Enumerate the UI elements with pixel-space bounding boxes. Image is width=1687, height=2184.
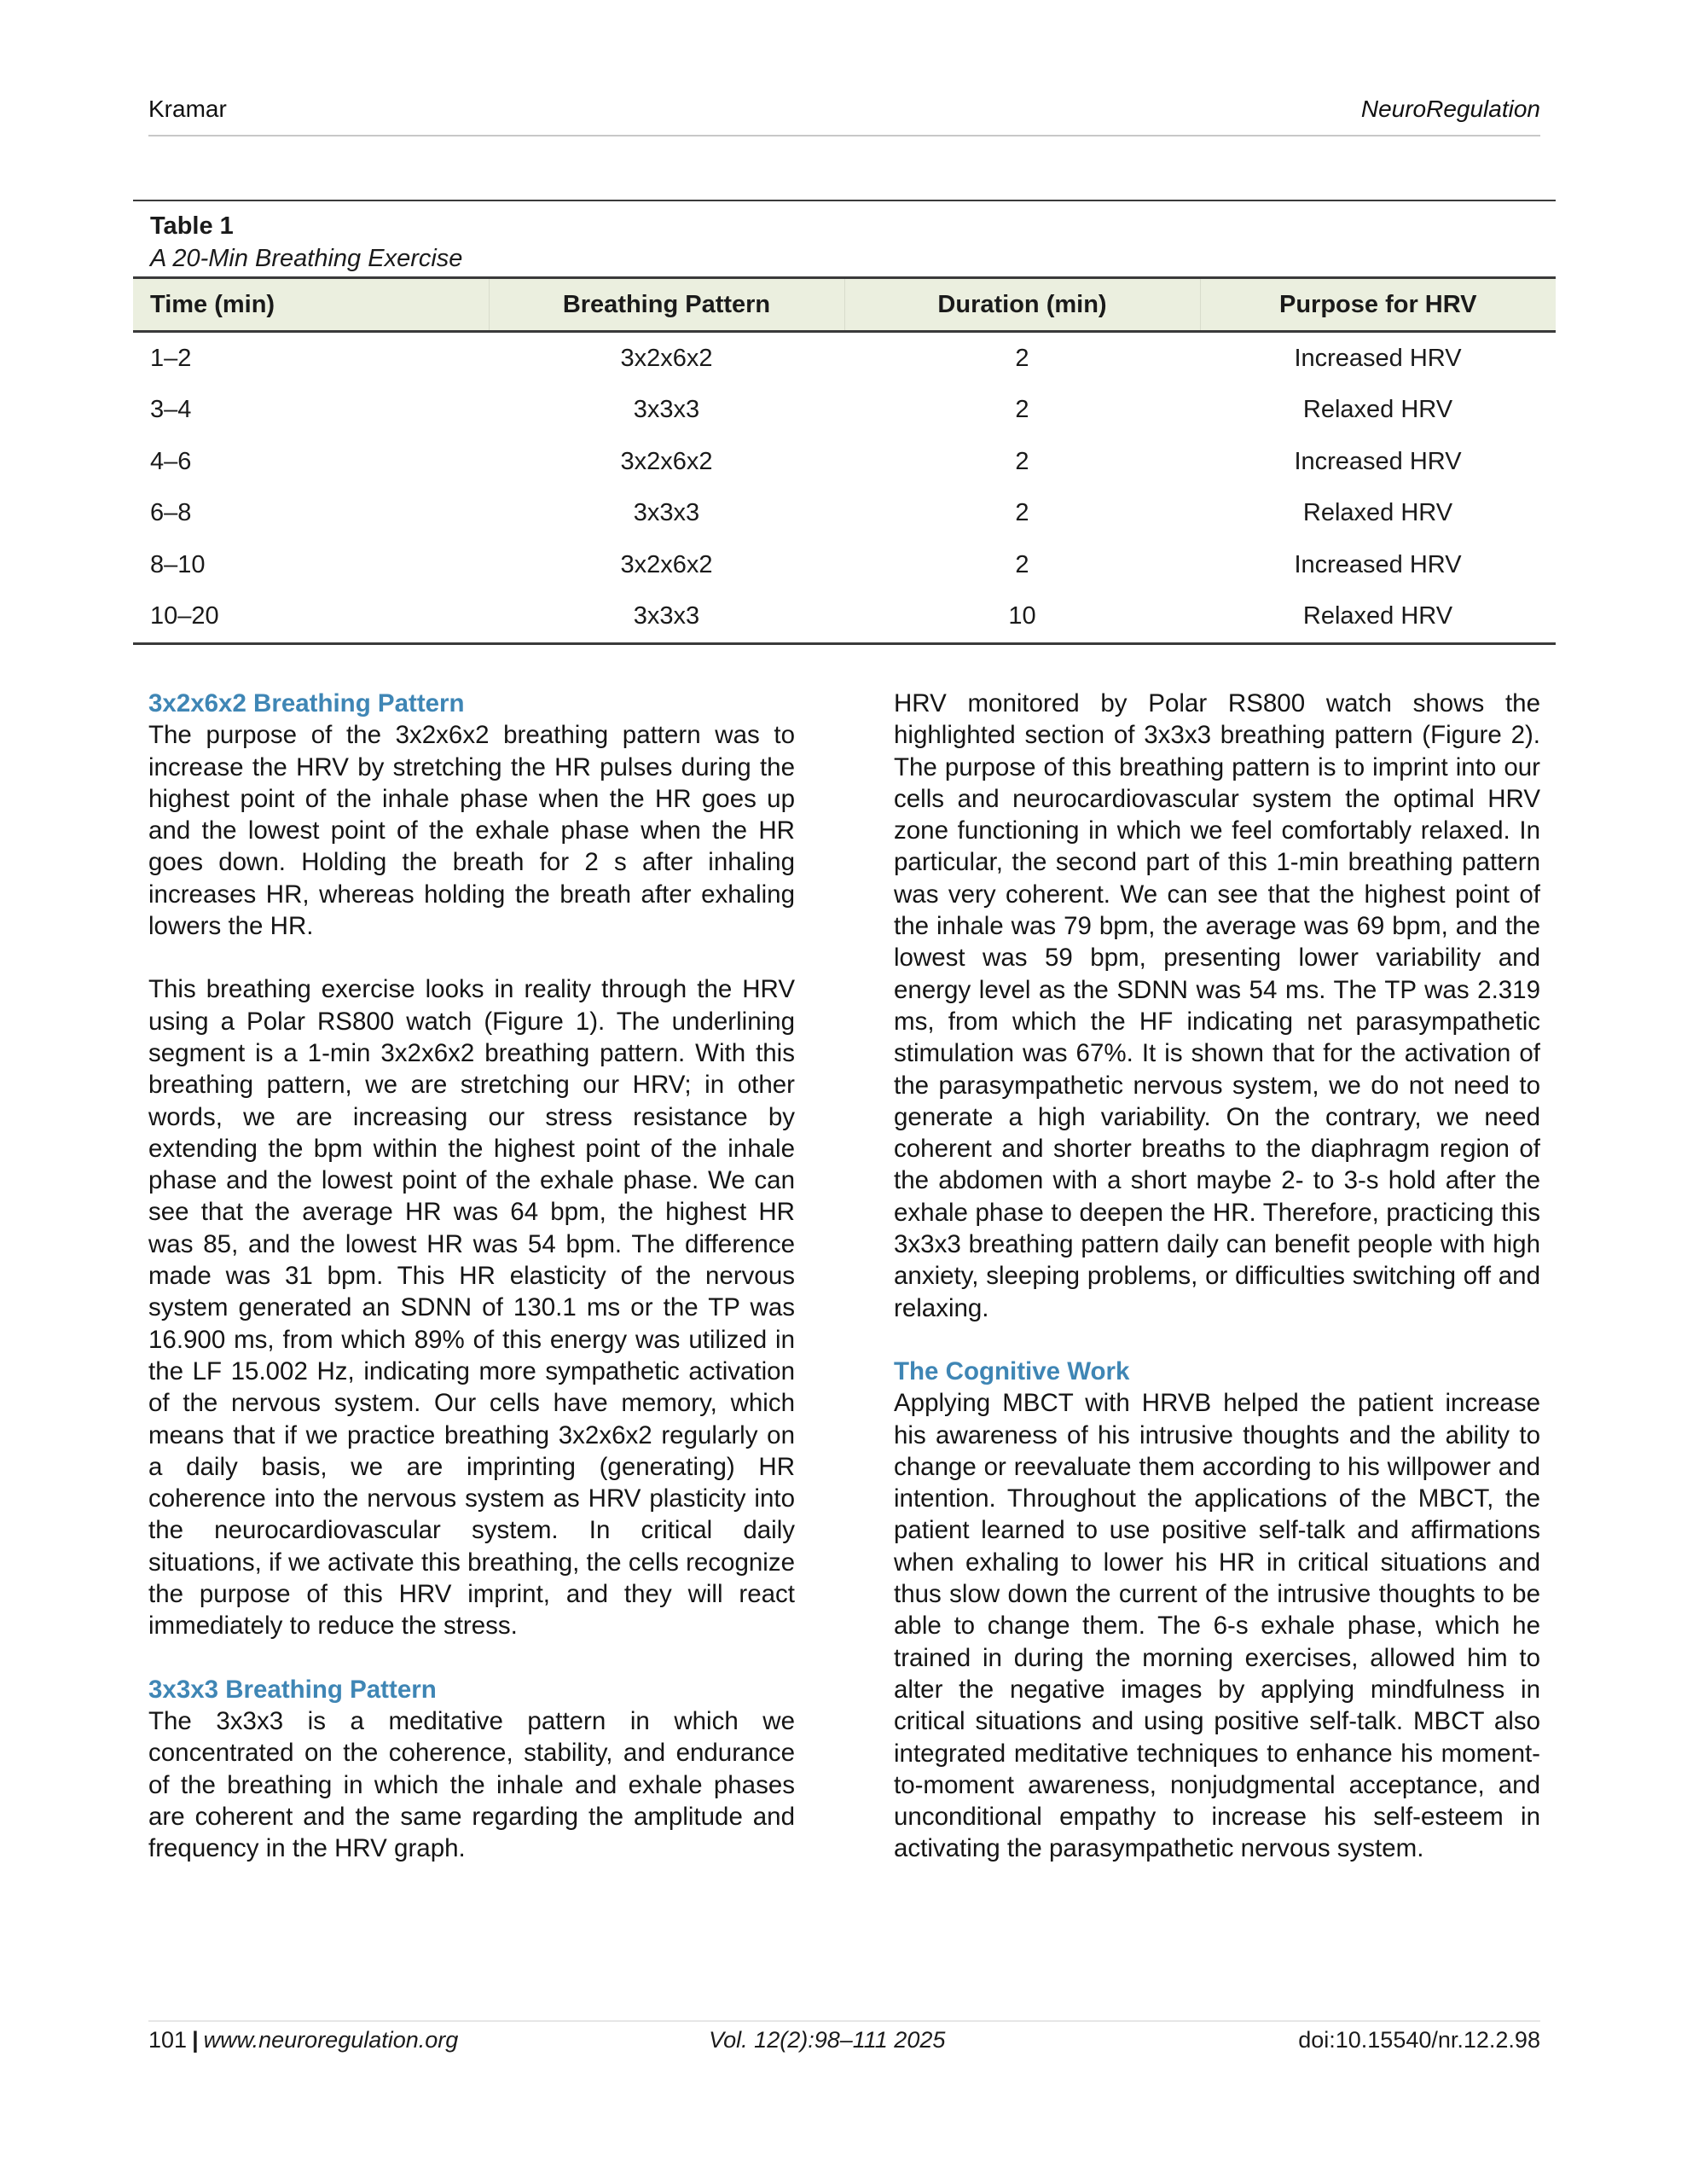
column-header-time: Time (min) xyxy=(133,278,489,332)
cell-time: 4–6 xyxy=(150,447,192,475)
running-header xyxy=(148,96,1540,123)
cell-time: 1–2 xyxy=(150,344,192,372)
table-top-rule xyxy=(133,200,1556,201)
cell-duration: 2 xyxy=(1015,550,1029,578)
cell-purpose: Increased HRV xyxy=(1294,447,1462,475)
table-header-row xyxy=(133,278,1556,332)
right-text-column xyxy=(894,688,1540,1865)
section-heading-cognitive-work: The Cognitive Work xyxy=(894,1356,1130,1385)
cell-duration: 10 xyxy=(844,591,1200,644)
column-header-purpose: Purpose for HRV xyxy=(1200,278,1556,332)
table-row xyxy=(133,591,1556,644)
section-heading-3x2x6x2: 3x2x6x2 Breathing Pattern xyxy=(148,689,465,717)
website-link[interactable]: www.neuroregulation.org xyxy=(203,2027,459,2053)
cell-purpose: Increased HRV xyxy=(1294,550,1462,578)
paragraph-gap xyxy=(148,942,795,973)
section-heading-3x3x3: 3x3x3 Breathing Pattern xyxy=(148,1675,437,1704)
column-header-duration: Duration (min) xyxy=(844,278,1200,332)
cell-purpose: Relaxed HRV xyxy=(1200,591,1556,644)
cell-time: 3–4 xyxy=(150,396,192,424)
table-caption: A 20-Min Breathing Exercise xyxy=(150,245,463,272)
breathing-exercise-table xyxy=(133,276,1556,645)
cell-time: 10–20 xyxy=(133,591,489,644)
paragraph-gap xyxy=(894,1324,1540,1356)
footer-divider xyxy=(148,2020,1540,2022)
cell-purpose: Increased HRV xyxy=(1294,344,1462,372)
cell-purpose: Relaxed HRV xyxy=(1302,396,1453,424)
table-1 xyxy=(133,200,1556,645)
paragraph: The purpose of the 3x2x6x2 breathing pattern was to increase the HRV by stretching the HR pulses during the highest point of the inhale phase when the HR goes up and the lowest point of the exhale phase when the HR goes down. Holding the breath for 2 s after inhaling increases HR, whereas holding the breath after exhaling lowers the HR. xyxy=(148,721,795,941)
cell-time: 6–8 xyxy=(150,499,192,527)
running-footer xyxy=(148,2027,1540,2053)
cell-pattern: 3x2x6x2 xyxy=(620,447,713,475)
paragraph-gap xyxy=(148,1642,795,1674)
cell-pattern: 3x3x3 xyxy=(633,396,700,424)
header-divider xyxy=(148,135,1540,136)
cell-duration: 2 xyxy=(1015,396,1029,424)
volume-info: Vol. 12(2):98–111 2025 xyxy=(709,2027,946,2053)
left-text-column xyxy=(148,688,795,1864)
paragraph: HRV monitored by Polar RS800 watch shows the highlighted section of 3x3x3 breathing pattern (Figure 2). The purpose of this breathing pattern is to imprint into our cells and neurocardiovascular system the optimal HRV zone functioning in which we feel comfortably relaxed. In particular, the second part of this 1-min breathing pattern was very coherent. We can see that the highest point of the inhale was 79 bpm, the average was 69 bpm, and the lowest was 59 bpm, presenting lower variability and energy level as the SDNN was 54 ms. The TP was 2.319 ms, from which the HF indicating net parasympathetic stimulation was 67%. It is shown that for the activation of the parasympathetic nervous system, we do not need to generate a high variability. On the contrary, we need coherent and shorter breaths to the diaphragm region of the abdomen with a short maybe 2- to 3-s hold after the exhale phase to deepen the HR. Therefore, practicing this 3x3x3 breathing pattern daily can benefit people with high anxiety, sleeping problems, or difficulties switching off and relaxing. xyxy=(894,689,1540,1322)
cell-pattern: 3x2x6x2 xyxy=(620,550,713,578)
paragraph: Applying MBCT with HRVB helped the patient increase his awareness of his intrusive thoughts and the ability to change or reevaluate them according to his willpower and intention. Throughout the applications of the MBCT, the patient learned to use positive self-talk and affirmations when exhaling to lower his HR in critical situations and thus slow down the current of the intrusive thoughts to be able to change them. The 6-s exhale phase, which he trained in during the morning exercises, allowed him to alter the negative images by applying mindfulness in critical situations and using positive self-talk. MBCT also integrated meditative techniques to enhance his moment-to-moment awareness, nonjudgmental acceptance, and unconditional empathy to increase his self-esteem in activating the parasympathetic nervous system. xyxy=(894,1389,1540,1863)
cell-time: 8–10 xyxy=(150,550,206,578)
table-row xyxy=(133,539,1556,591)
table-label: Table 1 xyxy=(150,212,234,240)
cell-purpose: Relaxed HRV xyxy=(1302,499,1453,527)
paragraph: The 3x3x3 is a meditative pattern in which we concentrated on the coherence, stability, and endurance of the breathing in which the inhale and exhale phases are coherent and the same regarding the amplitude and frequency in the HRV graph. xyxy=(148,1706,795,1863)
footer-separator: | xyxy=(192,2027,199,2053)
doi: doi:10.15540/nr.12.2.98 xyxy=(1298,2027,1540,2053)
author-name: Kramar xyxy=(148,96,227,122)
cell-duration: 2 xyxy=(1015,499,1029,527)
cell-pattern: 3x3x3 xyxy=(633,499,700,527)
cell-pattern: 3x2x6x2 xyxy=(620,344,713,372)
table-row xyxy=(133,488,1556,540)
cell-duration: 2 xyxy=(1015,344,1029,372)
column-header-pattern: Breathing Pattern xyxy=(489,278,844,332)
table-row xyxy=(133,332,1556,385)
footer-left xyxy=(148,2027,458,2053)
page-number: 101 xyxy=(148,2027,188,2053)
cell-pattern: 3x3x3 xyxy=(489,591,844,644)
journal-name: NeuroRegulation xyxy=(1360,96,1540,122)
cell-duration: 2 xyxy=(1015,447,1029,475)
table-row xyxy=(133,436,1556,488)
table-row xyxy=(133,385,1556,437)
paragraph: This breathing exercise looks in reality through the HRV using a Polar RS800 watch (Figure 1). The underlining segment is a 1-min 3x2x6x2 breathing pattern. With this breathing pattern, we are stretching our HRV; in other words, we are increasing our stress resistance by extending the bpm within the highest point of the inhale phase and the lowest point of the exhale phase. We can see that the average HR was 64 bpm, the highest HR was 85, and the lowest HR was 54 bpm. The difference made was 31 bpm. This HR elasticity of the nervous system generated an SDNN of 130.1 ms or the TP was 16.900 ms, from which 89% of this energy was utilized in the LF 15.002 Hz, indicating more sympathetic activation of the nervous system. Our cells have memory, which means that if we practice breathing 3x2x6x2 regularly on a daily basis, we are imprinting (generating) HR coherence into the nervous system as HRV plasticity into the neurocardiovascular system. In critical daily situations, if we activate this breathing, the cells recognize the purpose of this HRV imprint, and they will react immediately to reduce the stress. xyxy=(148,975,795,1641)
